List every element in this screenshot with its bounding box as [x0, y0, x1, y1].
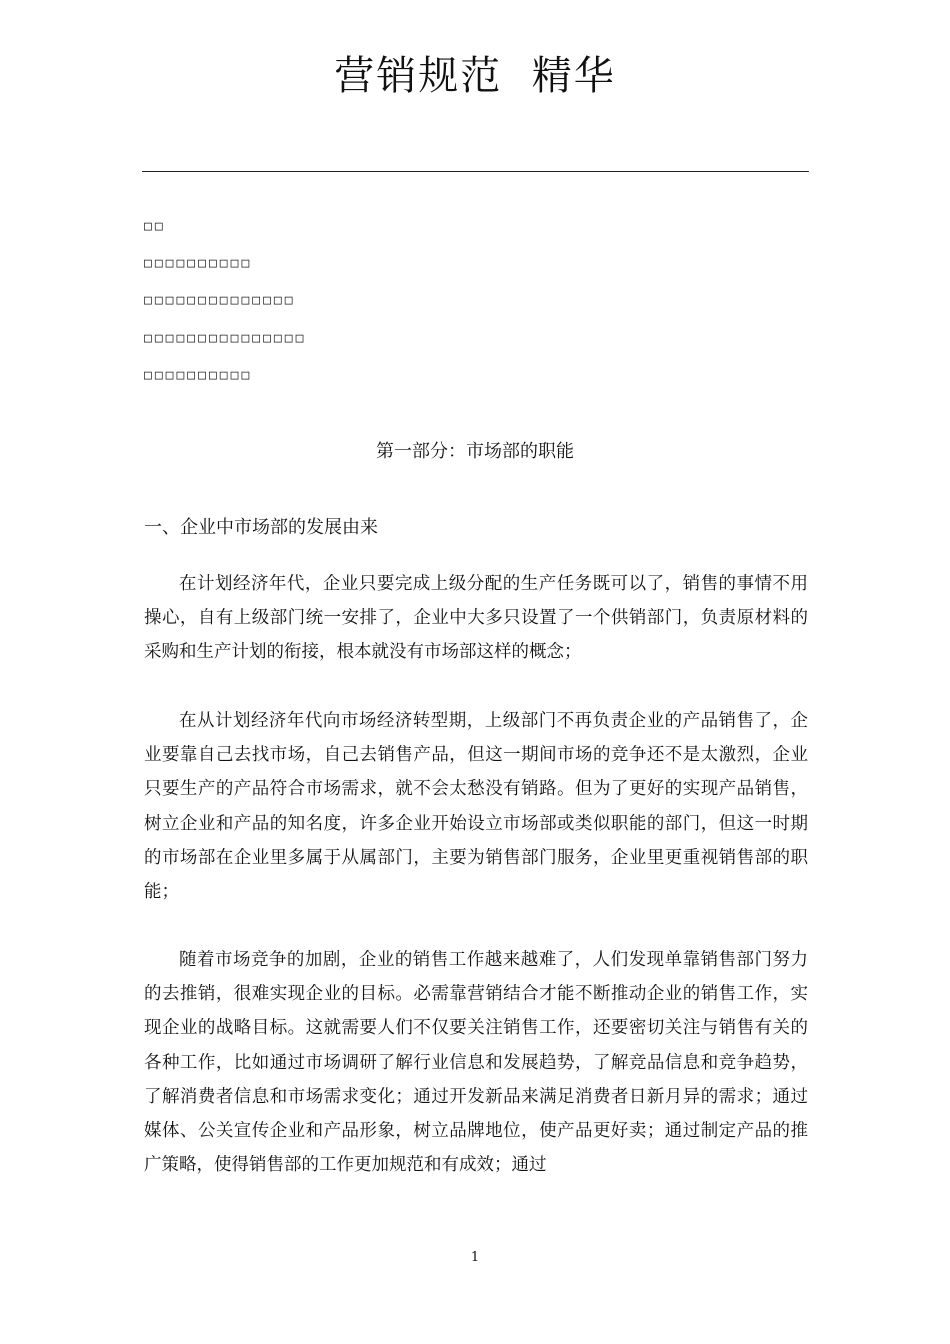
- body-paragraph: 在计划经济年代，企业只要完成上级分配的生产任务既可以了，销售的事情不用操心，自有上级部门统一安排了，企业中大多只设置了一个供销部门，负责原材料的采购和生产计划的衔接，根本就没有市场部这样的概念；: [144, 574, 808, 663]
- garbled-text-line: □□□□□□□□□□□□□□□: [144, 331, 307, 346]
- garbled-text-line: □□: [144, 219, 166, 234]
- title-divider: [142, 171, 809, 172]
- page-number: 1: [470, 1250, 480, 1265]
- garbled-text-line: □□□□□□□□□□: [144, 368, 253, 383]
- body-paragraph: 随着市场竞争的加剧，企业的销售工作越来越难了，人们发现单靠销售部门努力的去推销，很难实现企业的目标。必需靠营销结合才能不断推动企业的销售工作，实现企业的战略目标。这就需要人们不仅要关注销售工作，还要密切关注与销售有关的各种工作，比如通过市场调研了解行业信息和发展趋势，了解竞品信息和竞争趋势，了解消费者信息和市场需求变化；通过开发新品来满足消费者日新月异的需求；通过媒体、公关宣传企业和产品形象，树立品牌地位，使产品更好卖；通过制定产品的推广策略，使得销售部的工作更加规范和有成效；通过: [144, 950, 808, 1176]
- document-title: 营销规范 精华: [334, 53, 616, 99]
- body-paragraph: 在从计划经济年代向市场经济转型期，上级部门不再负责企业的产品销售了，企业要靠自己去找市场，自己去销售产品，但这一期间市场的竞争还不是太激烈，企业只要生产的产品符合市场需求，就不会太愁没有销路。但为了更好的实现产品销售，树立企业和产品的知名度，许多企业开始设立市场部或类似职能的部门，但这一时期的市场部在企业里多属于从属部门，主要为销售部门服务，企业里更重视销售部的职能；: [144, 711, 808, 903]
- sub-heading: 一、企业中市场部的发展由来: [144, 517, 378, 538]
- garbled-text-line: □□□□□□□□□□: [144, 256, 253, 271]
- section-heading: 第一部分：市场部的职能: [376, 441, 574, 462]
- garbled-text-line: □□□□□□□□□□□□□□: [144, 293, 296, 308]
